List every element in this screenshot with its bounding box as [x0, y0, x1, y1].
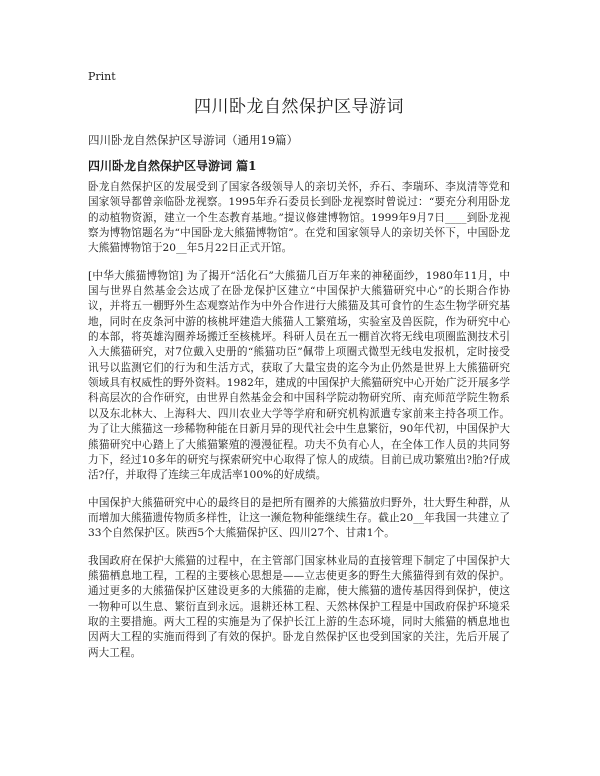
page-title: 四川卧龙自然保护区导游词: [194, 97, 404, 117]
print-label: Print: [88, 70, 116, 83]
document-subtitle: 四川卧龙自然保护区导游词（通用19篇）: [88, 133, 299, 147]
section-heading: 四川卧龙自然保护区导游词 篇1: [88, 159, 257, 173]
paragraph-1: 卧龙自然保护区的发展受到了国家各级领导人的亲切关怀，乔石、李瑞环、李岚清等党和国家领导都曾亲临卧龙视察。1995年乔石委员长到卧龙视察时曾说过：“要充分利用卧龙的动植物资源，建立一个生态教育基地。”提议修建博物馆。1999年9月7日____到卧龙视察为博物馆题名为“中国卧龙大熊猫博物馆”。在党和国家领导人的亲切关怀下，中国卧龙大熊猫博物馆于20__年5月22日正式开馆。: [88, 181, 510, 255]
paragraph-4: 我国政府在保护大熊猫的过程中，在主管部门国家林业局的直接管理下制定了中国保护大熊猫栖息地工程，工程的主要核心思想是——立志使更多的野生大熊猫得到有效的保护。通过更多的大熊猫保护区建设更多的大熊猫的走廊，使大熊猫的遗传基因得到保护，使这一物种可以生息、繁衍直到永远。退耕还林工程、天然林保护工程是中国政府保护环境采取的主要措施。两大工程的实施是为了保护长江上游的生态环境，同时大熊猫的栖息地也因两大工程的实施而得到了有效的保护。卧龙自然保护区也受到国家的关注，先后开展了两大工程。: [88, 554, 510, 659]
paragraph-3: 中国保护大熊猫研究中心的最终目的是把所有圈养的大熊猫放归野外，壮大野生种群，从而增加大熊猫遗传物质多样性，让这一濒危物种能继续生存。截止20__年我国一共建立了33个自然保护区。陕西5个大熊猫保护区、四川27个、甘肃1个。: [88, 496, 510, 540]
paragraph-2: [中华大熊猫博物馆] 为了揭开“活化石”大熊猫几百万年来的神秘面纱，1980年11月，中国与世界自然基金会达成了在卧龙保护区建立“中国保护大熊猫研究中心”的长期合作协议，并将五一棚野外生态观察站作为中外合作进行大熊猫及其可食竹的生态生物学研究基地，同时在皮条河中游的核桃坪建造大熊猫人工繁殖场，实验室及兽医院，作为研究中心的本部，将英雄沟圈养场搬迁至核桃坪。科研人员在五一棚首次将无线电项圈监测技术引入大熊猫研究，对7位戴入史册的“熊猫功臣”佩带上项圈式微型无线电发报机，定时接受讯号以监测它们的行为和生活方式，获取了大量宝贵的迄今为止仍然是世界上大熊猫研究领域具有权威性的野外资料。1982年，建成的中国保护大熊猫研究中心开始广泛开展多学科高层次的合作研究，由世界自然基金会和中国科学院动物研究所、南充师范学院生物系以及东北林大、上海科大、四川农业大学等学府和研究机构派遣专家前来主持各项工作。为了让大熊猫这一珍稀物种能在日新月异的现代社会中生息繁衍，90年代初，中国保护大熊猫研究中心踏上了大熊猫繁殖的漫漫征程。功夫不负有心人，在全体工作人员的共同努力下，经过10多年的研究与探索研究中心取得了惊人的成绩。目前已成功繁殖出?胎?仔成活?仔，并取得了连续三年成活率100%的好成绩。: [88, 269, 510, 482]
article-body: [88, 180, 510, 673]
